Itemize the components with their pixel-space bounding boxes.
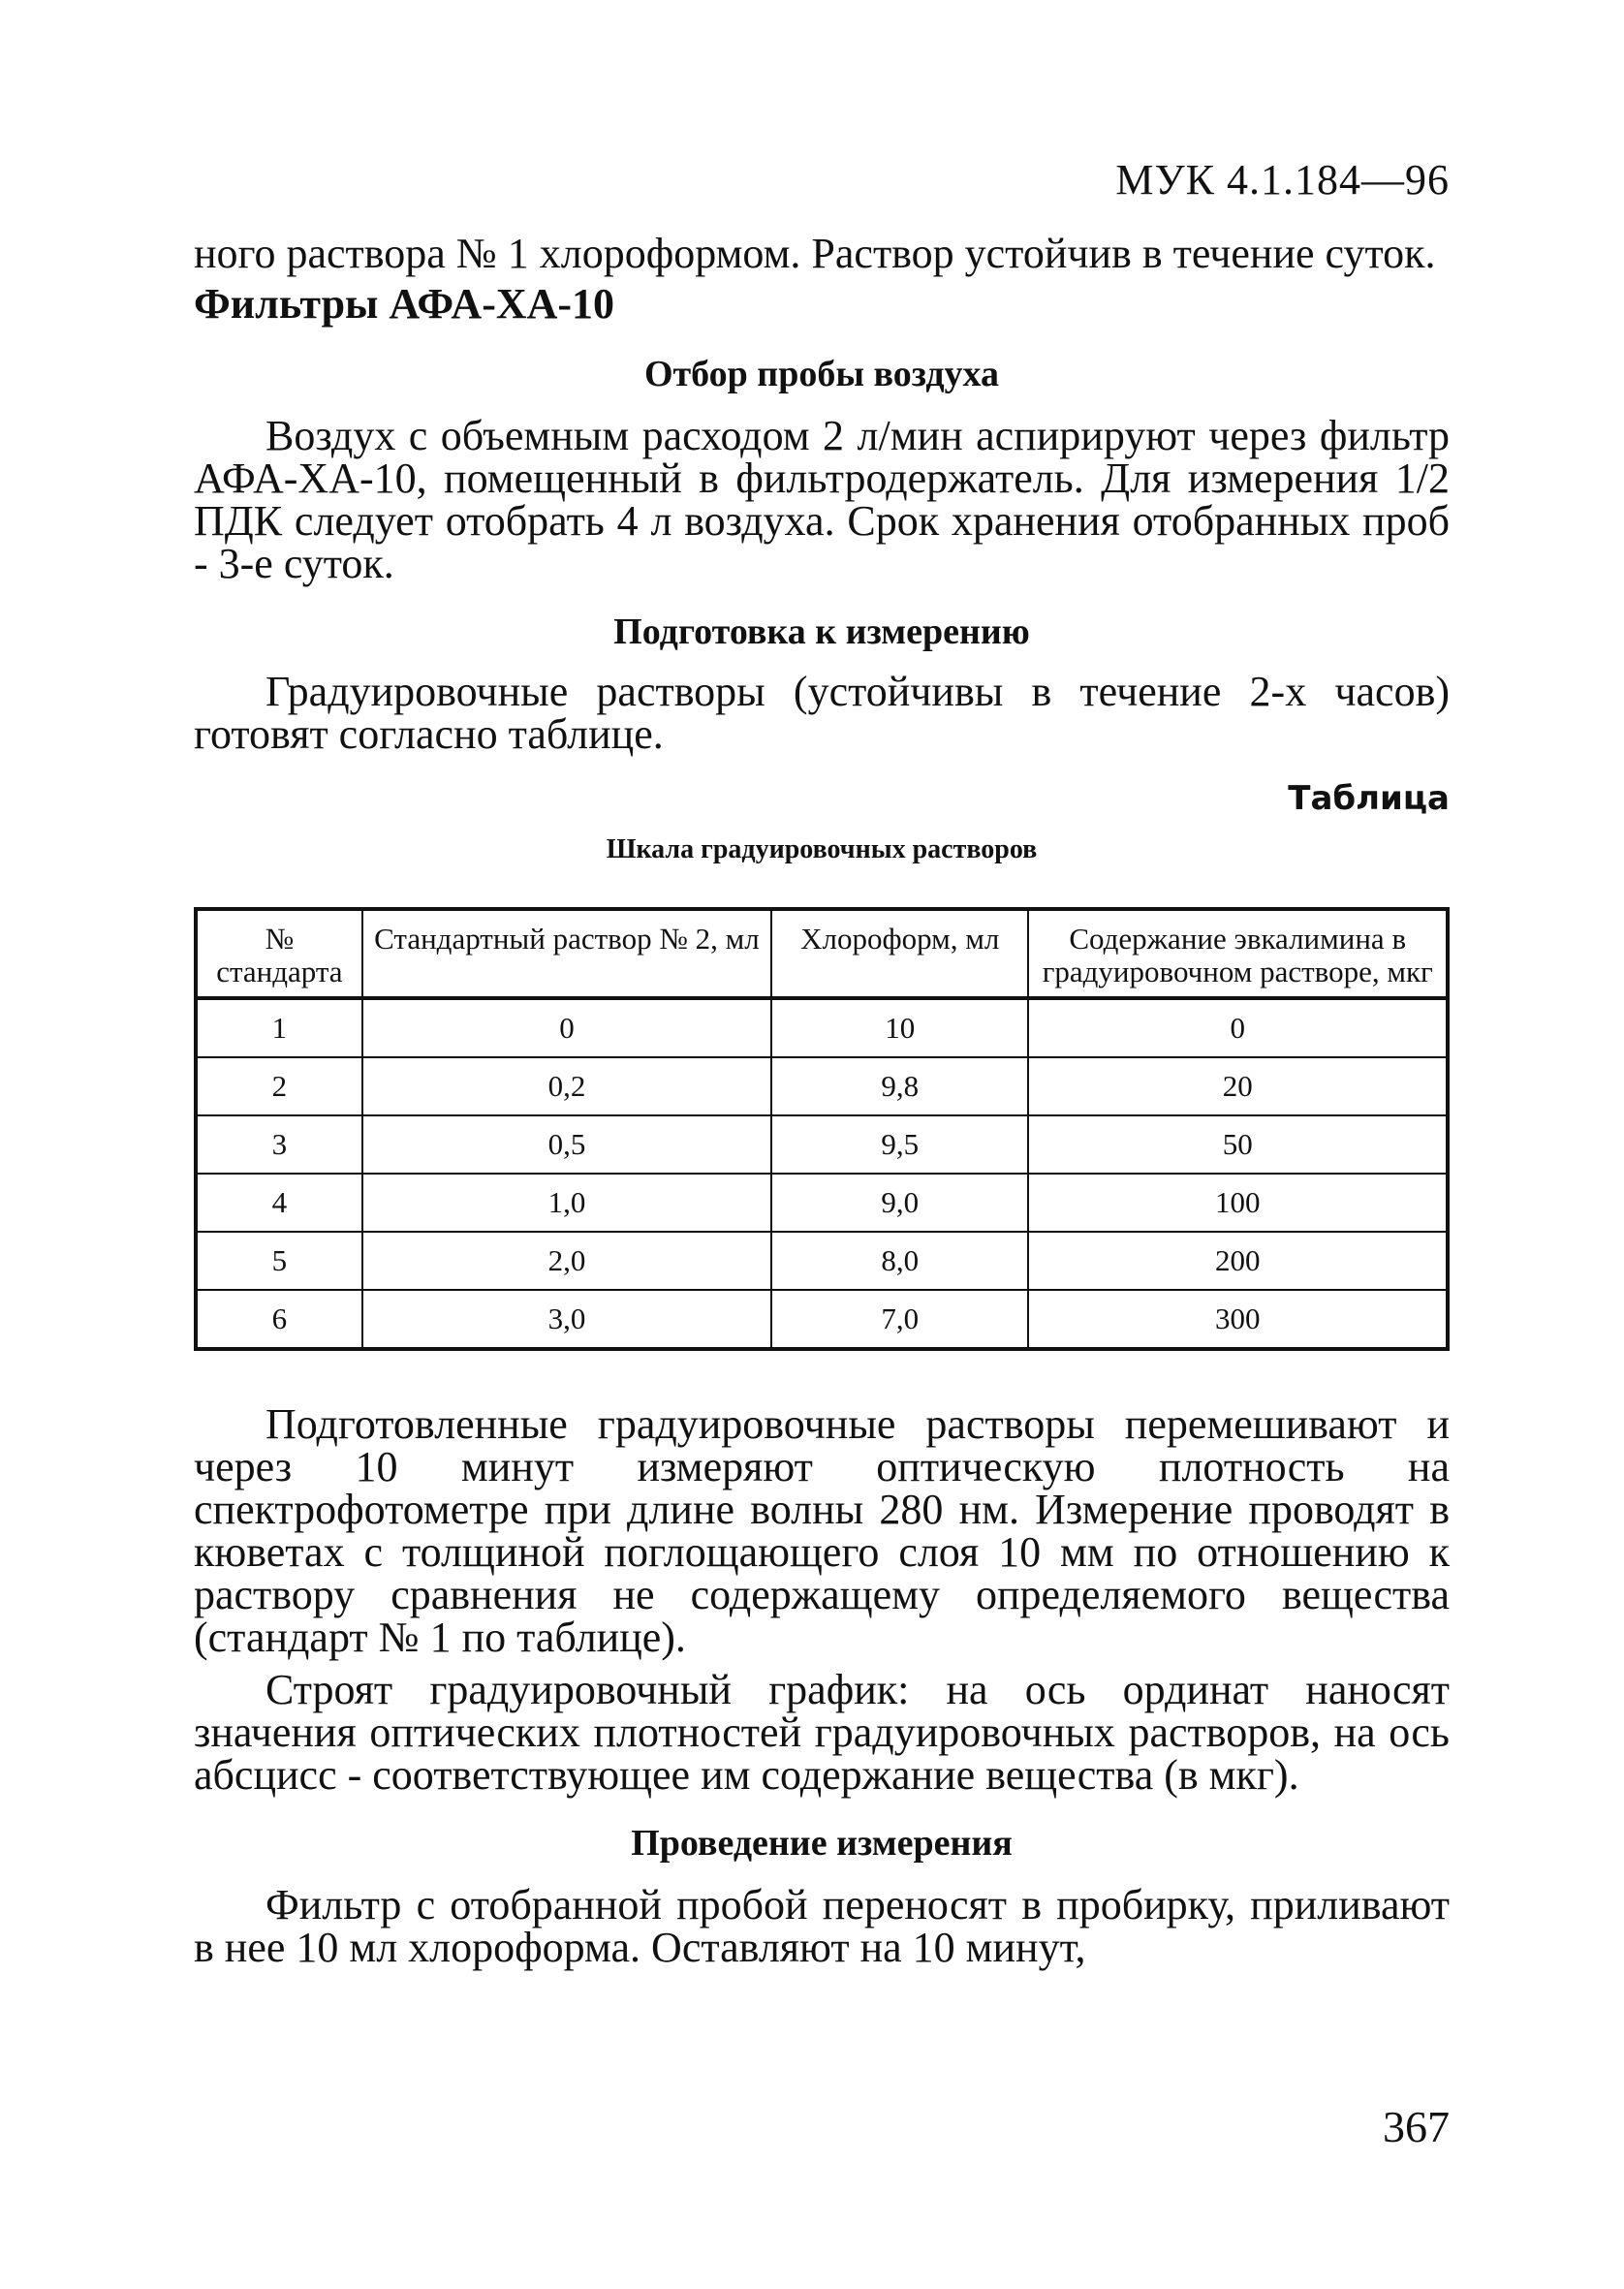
- table-cell: 4: [196, 1174, 362, 1232]
- table-cell: 9,5: [771, 1115, 1028, 1174]
- table-row: [196, 1290, 1448, 1349]
- table-cell: 9,0: [771, 1174, 1028, 1232]
- table-cell: 1,0: [362, 1174, 771, 1232]
- table-cell: 8,0: [771, 1232, 1028, 1290]
- calibration-table: [194, 907, 1450, 1351]
- table-cell: 1: [196, 998, 362, 1057]
- table-cell: 9,8: [771, 1057, 1028, 1115]
- preparation-text: Градуировочные растворы (устойчивы в течение 2-х часов) готовят согласно таблице.: [194, 668, 1450, 758]
- sampling-text: Воздух с объемным расходом 2 л/мин аспирируют через фильтр АФА-ХА-10, помещенный в фильтродержатель. Для измерения 1/2 ПДК следует отобрать 4 л воздуха. Срок хранения отобранных проб - 3-е суток.: [194, 412, 1450, 587]
- table-cell: 3: [196, 1115, 362, 1174]
- table-cell: 7,0: [771, 1290, 1028, 1349]
- table-row: [196, 1115, 1448, 1174]
- column-header-standard-solution: Стандартный раствор № 2, мл: [362, 909, 771, 998]
- table-cell: 0: [1028, 998, 1448, 1057]
- table-header-row: [196, 909, 1448, 998]
- table-cell: 100: [1028, 1174, 1448, 1232]
- table-cell: 300: [1028, 1290, 1448, 1349]
- measurement-heading: Проведение измерения: [631, 1823, 1013, 1864]
- table-cell: 0: [362, 998, 771, 1057]
- table-title: Шкала градуировочных растворов: [606, 834, 1038, 864]
- preparation-heading: Подготовка к измерению: [613, 611, 1030, 652]
- table-cell: 2: [196, 1057, 362, 1115]
- filters-line: Фильтры АФА-ХА-10: [194, 280, 615, 328]
- table-row: [196, 1174, 1448, 1232]
- column-header-chloroform: Хлороформ, мл: [771, 909, 1028, 998]
- table-cell: 5: [196, 1232, 362, 1290]
- table-row: [196, 998, 1448, 1057]
- page-number: 367: [1383, 2102, 1450, 2151]
- table-cell: 20: [1028, 1057, 1448, 1115]
- table-cell: 10: [771, 998, 1028, 1057]
- table-label: Таблица: [1288, 779, 1450, 818]
- table-cell: 50: [1028, 1115, 1448, 1174]
- after-table-paragraph-1: Подготовленные градуировочные растворы перемешивают и через 10 минут измеряют оптическую плотность на спектрофотометре при длине волны 280 нм. Измерение проводят в кюветах с толщиной поглощающего слоя 10 мм по отношению к раствору сравнения не содержащему определяемого вещества (стандарт № 1 по таблице).: [194, 1400, 1450, 1661]
- document-code: МУК 4.1.184—96: [1115, 156, 1450, 204]
- sampling-heading: Отбор пробы воздуха: [643, 354, 1000, 394]
- page-content: [194, 230, 1450, 1971]
- column-header-standard-number: № стандарта: [196, 909, 362, 998]
- measurement-text: Фильтр с отобранной пробой переносят в пробирку, приливают в нее 10 мл хлороформа. Оставляют на 10 минут,: [194, 1881, 1450, 1971]
- table-cell: 0,5: [362, 1115, 771, 1174]
- after-table-paragraph-2: Строят градуировочный график: на ось ординат наносят значения оптических плотностей градуировочных растворов, на ось абсцисс - соответствующее им содержание вещества (в мкг).: [194, 1666, 1450, 1799]
- table-row: [196, 1057, 1448, 1115]
- table-cell: 200: [1028, 1232, 1448, 1290]
- table-cell: 2,0: [362, 1232, 771, 1290]
- intro-continuation: ного раствора № 1 хлороформом. Раствор устойчив в течение суток.: [194, 230, 1436, 277]
- table-cell: 6: [196, 1290, 362, 1349]
- table-cell: 0,2: [362, 1057, 771, 1115]
- table-cell: 3,0: [362, 1290, 771, 1349]
- table-row: [196, 1232, 1448, 1290]
- column-header-content: Содержание эвкалимина в градуировочном растворе, мкг: [1028, 909, 1448, 998]
